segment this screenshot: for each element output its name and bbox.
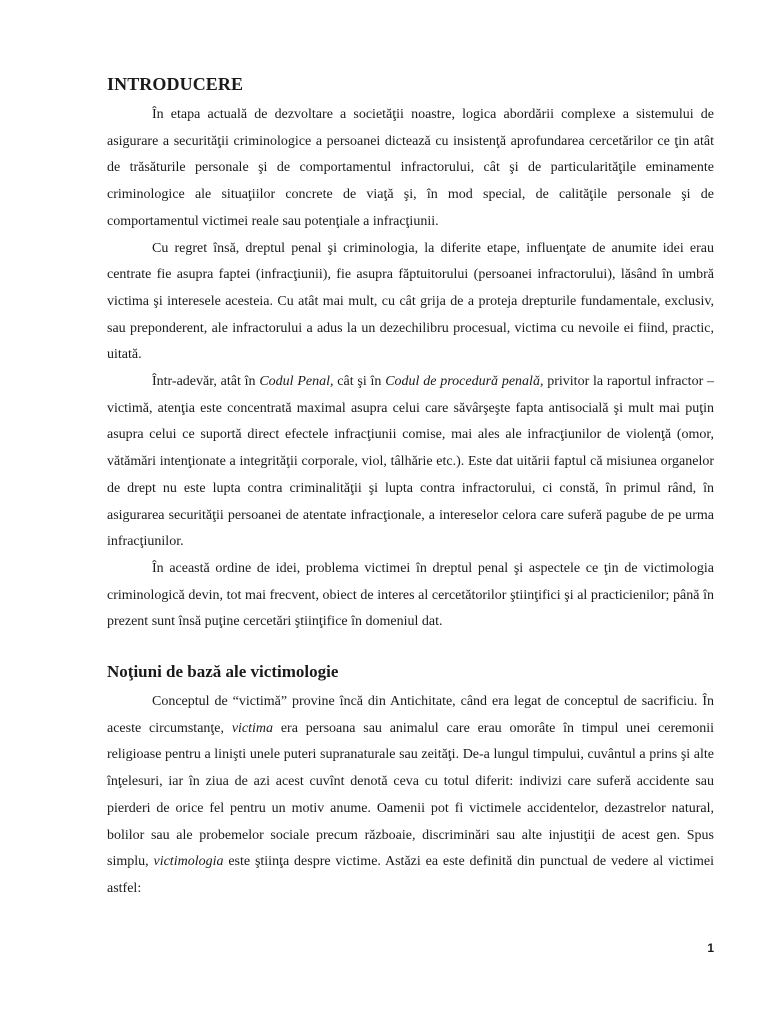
- page-number: 1: [707, 941, 714, 955]
- text-run: este ştiinţa despre victime. Astăzi ea este definită din punctual de vedere al victimei astfel:: [107, 854, 714, 896]
- text-run: Într-adevăr, atât în: [152, 374, 260, 390]
- italic-text-victimologia: victimologia: [153, 854, 224, 870]
- text-run: privitor la raportul infractor – victimă, atenţia este concentrată maximal asupra celui care săvârşeşte fapta antisocială şi mult mai puţin asupra celui ce suportă direct efectele infracţiunii comise, mai ales ale infracţiunilor de violenţă (omor, vătămări intenţionate a integrităţii corporale, viol, tâlhărie etc.). Este dat uitării faptul că misiunea organelor de drept nu este lupta contra criminalităţii şi lupta contra infractorului, ci constă, în primul rând, în asigurarea securităţii persoanei de atentate infracţionale, a intereselor celora care suferă pagube de pe urma infracţiunilor.: [107, 374, 715, 550]
- paragraph: Cu regret însă, dreptul penal şi criminologia, la diferite etape, influenţate de anumite idei erau centrate fie asupra faptei (infracţiunii), fie asupra făptuitorului (persoanei infractorului), lăsând în umbră victima şi interesele acesteia. Cu atât mai mult, cu cât grija de a proteja drepturile fundamentale, exclusiv, sau preponderent, ale infractorului a adus la un dezechilibru procesual, victima cu nevoile ei fiind, practic, uitată.: [107, 240, 714, 363]
- document-body: [107, 70, 714, 903]
- text-run: Conceptul de “victimă” provine încă din Antichitate, când era legat de conceptul de sacrificiu. În aceste circumstanţe,: [107, 694, 714, 736]
- italic-text-victima: victima: [231, 720, 274, 736]
- italic-text-codul-penal: Codul Penal,: [259, 374, 334, 390]
- paragraph: [107, 689, 714, 903]
- paragraph: În această ordine de idei, problema victimei în dreptul penal şi aspectele ce ţin de victimologia criminologică devin, tot mai frecvent, obiect de interes al cercetătorilor ştiinţifici şi al practicienilor; până în prezent sunt însă puţine cercetări ştiinţifice în domeniul dat.: [107, 560, 714, 630]
- paragraph: În etapa actuală de dezvoltare a societăţii noastre, logica abordării complexe a sistemului de asigurare a securităţii criminologice a persoanei dictează cu insistenţă aprofundarea cercetărilor ce ţin atât de trăsăturile personale şi de comportamentul infractorului, cât şi de particularităţile eminamente criminologice ale situaţiilor concrete de viaţă şi, în mod special, de calităţile personale şi de comportamentul victimei reale sau potenţiale a infracţiunii.: [107, 107, 714, 229]
- text-run: cât şi în: [333, 374, 386, 390]
- paragraph: [107, 369, 714, 556]
- italic-text-codul-procedura-penala: Codul de procedură penală,: [385, 374, 544, 390]
- text-run: era persoana sau animalul care erau omorâte în timpul unei ceremonii religioase pentru a linişti unele puteri supranaturale sau zeităţi. De-a lungul timpului, cuvântul a prins şi alte înţelesuri, iar în ziua de azi acest cuvînt denotă ceva cu totul diferit: indivizi care suferă accidente sau pierderi de orice fel pentru un motiv anume. Oamenii pot fi victimele accidentelor, dezastrelor natural, bolilor sau ale probemelor sociale precum războaie, discriminări sau alte injustiţii de acest gen. Spus simplu,: [107, 720, 715, 870]
- section-heading-notiuni: Noţiuni de bază ale victimologie: [107, 662, 339, 682]
- section-heading-introducere: INTRODUCERE: [107, 74, 244, 94]
